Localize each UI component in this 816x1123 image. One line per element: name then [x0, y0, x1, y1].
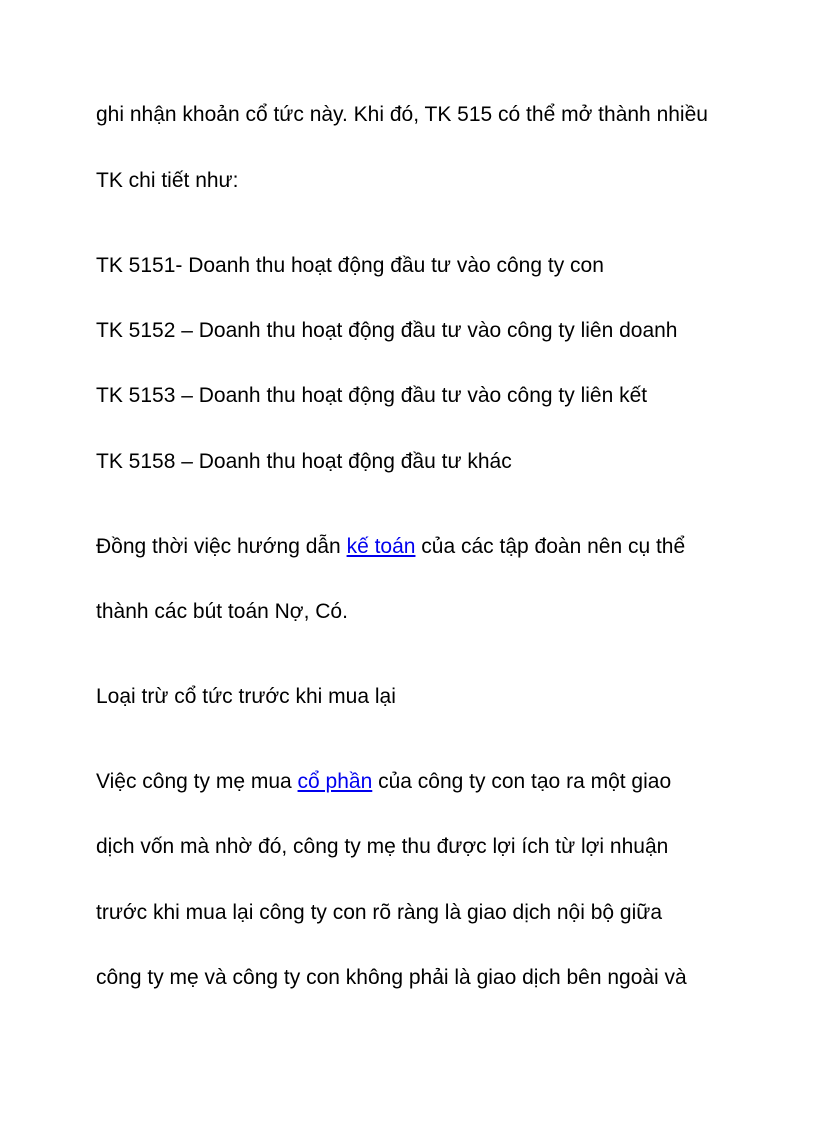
paragraph-text: Việc công ty mẹ mua: [96, 770, 298, 793]
paragraph-line: ghi nhận khoản cổ tức này. Khi đó, TK 515 có thể mở thành nhiều: [96, 103, 708, 126]
paragraph-line: [96, 535, 685, 559]
paragraph-text: Đồng thời việc hướng dẫn: [96, 535, 347, 558]
paragraph-line: công ty mẹ và công ty con không phải là giao dịch bên ngoài và: [96, 966, 687, 989]
account-item-5152: TK 5152 – Doanh thu hoạt động đầu tư vào công ty liên doanh: [96, 319, 678, 342]
account-item-5153: TK 5153 – Doanh thu hoạt động đầu tư vào công ty liên kết: [96, 384, 648, 407]
paragraph-line: thành các bút toán Nợ, Có.: [96, 600, 348, 623]
account-item-5158: TK 5158 – Doanh thu hoạt động đầu tư khác: [96, 450, 512, 473]
paragraph-line: dịch vốn mà nhờ đó, công ty mẹ thu được lợi ích từ lợi nhuận: [96, 835, 669, 858]
co-phan-link[interactable]: cổ phần: [297, 770, 373, 793]
paragraph-line: TK chi tiết như:: [96, 169, 239, 192]
section-heading: Loại trừ cổ tức trước khi mua lại: [96, 685, 396, 708]
paragraph-text: của các tập đoàn nên cụ thể: [415, 535, 686, 558]
paragraph-line: [96, 770, 671, 794]
account-item-5151: TK 5151- Doanh thu hoạt động đầu tư vào công ty con: [96, 254, 604, 277]
paragraph-text: của công ty con tạo ra một giao: [372, 770, 672, 793]
ke-toan-link[interactable]: kế toán: [346, 535, 416, 558]
paragraph-line: trước khi mua lại công ty con rõ ràng là giao dịch nội bộ giữa: [96, 901, 663, 924]
